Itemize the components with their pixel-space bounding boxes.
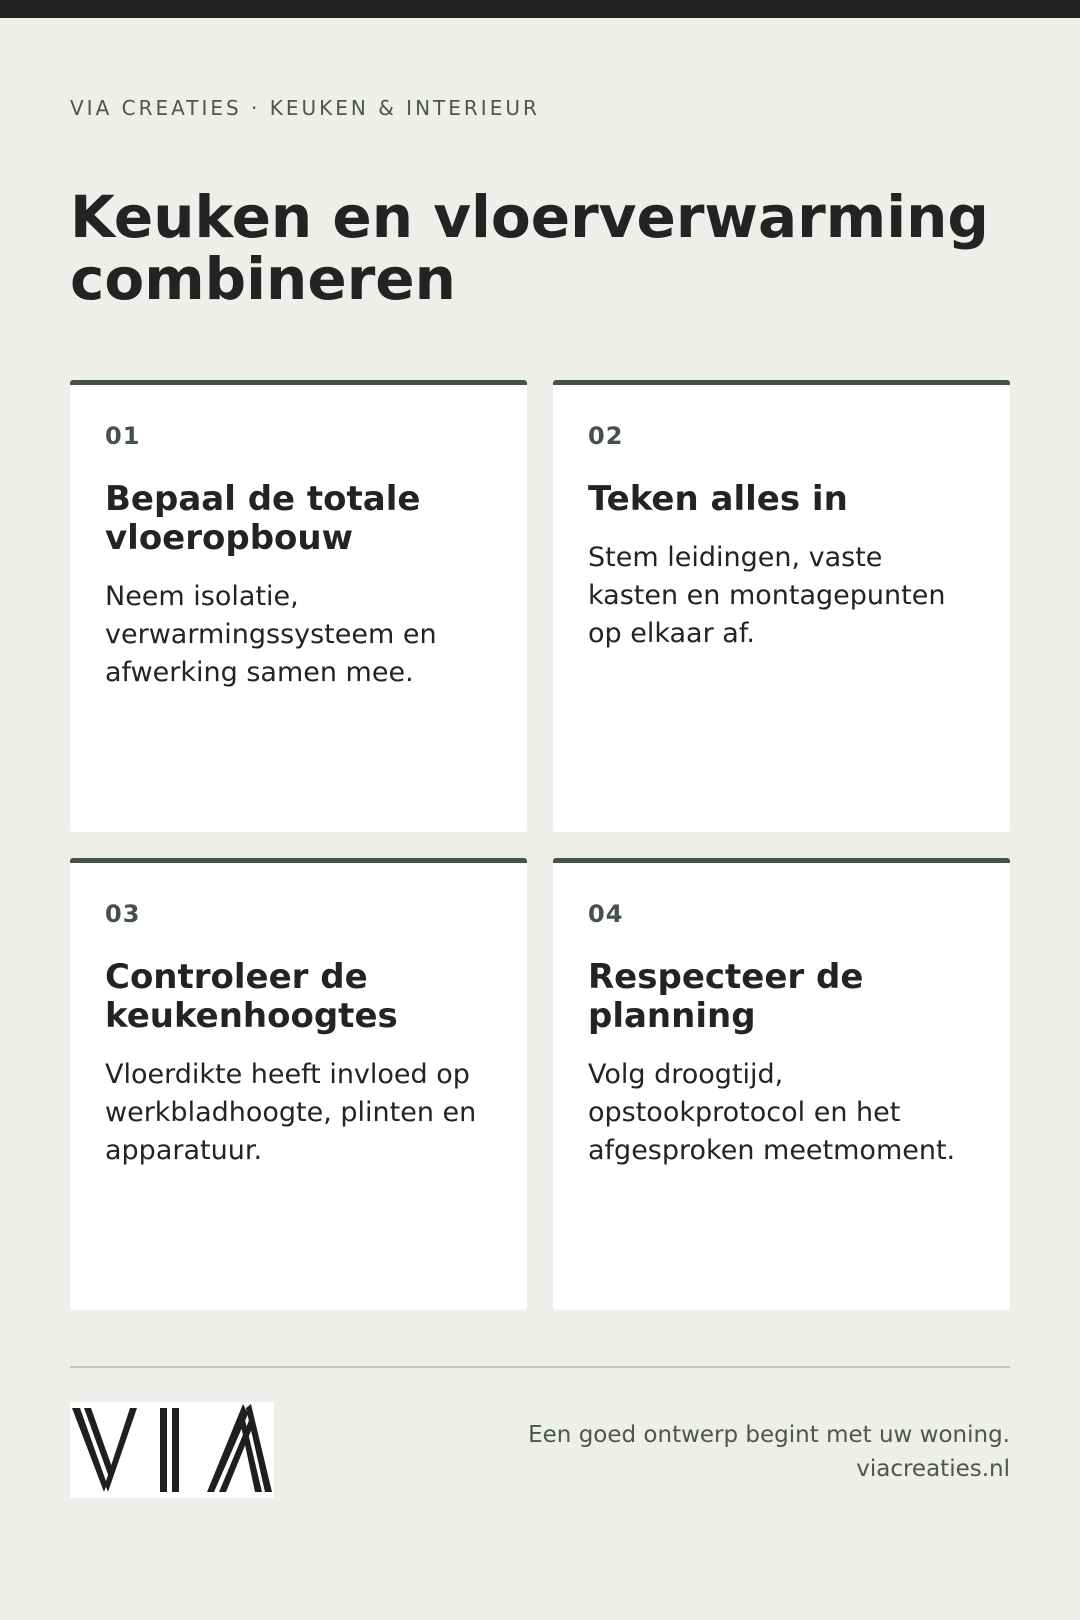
step-card-3 xyxy=(70,858,527,1310)
top-bar xyxy=(0,0,1080,18)
step-card-4 xyxy=(553,858,1010,1310)
brand-eyebrow: VIA CREATIES · KEUKEN & INTERIEUR xyxy=(70,96,540,120)
step-title: Controleer de keukenhoogtes xyxy=(105,957,398,1036)
step-description: Volg droogtijd, opstookprotocol en het afgesproken meetmoment. xyxy=(588,1059,956,1166)
step-title: Teken alles in xyxy=(588,479,848,519)
via-logo xyxy=(70,1402,274,1498)
step-title: Bepaal de totale vloeropbouw xyxy=(105,479,421,558)
footer-website[interactable]: viacreaties.nl xyxy=(856,1456,1010,1482)
step-description: Neem isolatie, verwarmingssysteem en afwerking samen mee. xyxy=(105,581,437,688)
step-title: Respecteer de planning xyxy=(588,957,864,1036)
footer-tagline: Een goed ontwerp begint met uw woning. xyxy=(528,1422,1010,1448)
step-number: 02 xyxy=(588,422,624,450)
step-description: Stem leidingen, vaste kasten en montagepunten op elkaar af. xyxy=(588,542,946,649)
page-title: Keuken en vloerverwarming combineren xyxy=(70,183,989,313)
step-card-2 xyxy=(553,380,1010,832)
step-number: 03 xyxy=(105,900,141,928)
footer-info xyxy=(528,1418,1010,1486)
via-logo-mark xyxy=(70,1402,274,1498)
footer-divider xyxy=(70,1366,1010,1368)
step-card-1 xyxy=(70,380,527,832)
step-description: Vloerdikte heeft invloed op werkbladhoogte, plinten en apparatuur. xyxy=(105,1059,477,1166)
step-number: 04 xyxy=(588,900,624,928)
step-number: 01 xyxy=(105,422,141,450)
